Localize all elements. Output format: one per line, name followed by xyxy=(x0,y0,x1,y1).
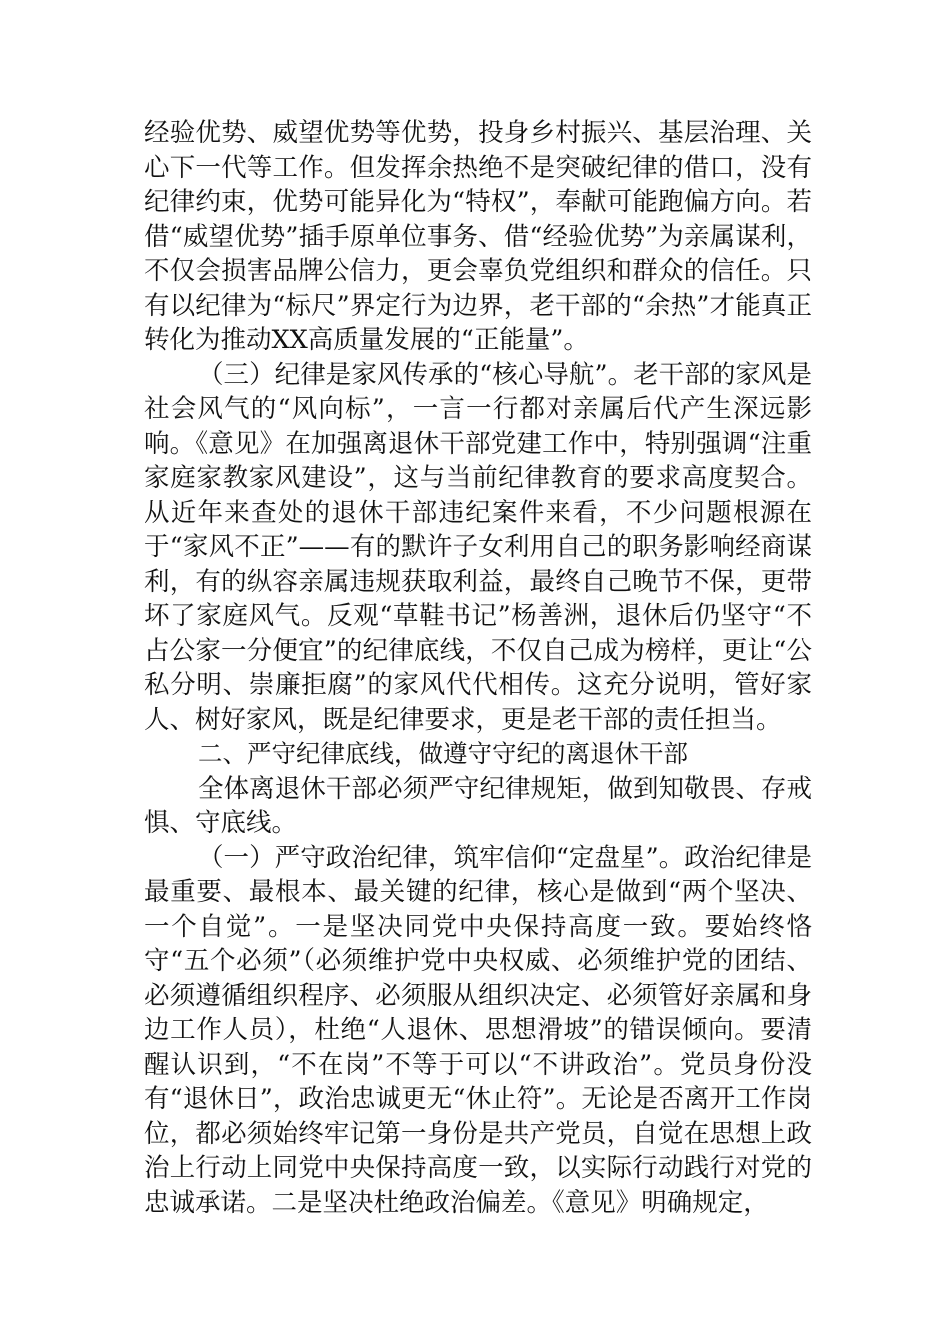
paragraph-section-three: （三）纪律是家风传承的“核心导航”。老干部的家风是社会风气的“风向标”，一言一行都对亲属后代产生深远影响。《意见》在加强离退休干部党建工作中，特别强调“注重家庭家教家风建设”，这与当前纪律教育的要求高度契合。从近年来查处的退休干部违纪案件来看，不少问题根源在于“家风不正”——有的默许子女利用自己的职务影响经商谋利，有的纵容亲属违规获取利益，最终自己晚节不保，更带坏了家庭风气。反观“草鞋书记”杨善洲，退休后仍坚守“不占公家一分便宜”的纪律底线，不仅自己成为榜样，更让“公私分明、崇廉拒腐”的家风代代相传。这充分说明，管好家人、树好家风，既是纪律要求，更是老干部的责任担当。 xyxy=(144,359,812,735)
paragraph-continuation: 经验优势、威望优势等优势，投身乡村振兴、基层治理、关心下一代等工作。但发挥余热绝不是突破纪律的借口，没有纪律约束，优势可能异化为“特权”，奉献可能跑偏方向。若借“威望优势”插手原单位事务、借“经验优势”为亲属谋利，不仅会损害品牌公信力，更会辜负党组织和群众的信任。只有以纪律为“标尺”界定行为边界，老干部的“余热”才能真正转化为推动XX高质量发展的“正能量”。 xyxy=(144,118,812,355)
paragraph-intro: 全体离退休干部必须严守纪律规矩，做到知敬畏、存戒惧、守底线。 xyxy=(144,773,812,838)
paragraph-subsection-one: （一）严守政治纪律，筑牢信仰“定盘星”。政治纪律是最重要、最根本、最关键的纪律，核心是做到“两个坚决、一个自觉”。一是坚决同党中央保持高度一致。要始终恪守“五个必须”（必须维护党中央权威、必须维护党的团结、必须遵循组织程序、必须服从组织决定、必须管好亲属和身边工作人员），杜绝“人退休、思想滑坡”的错误倾向。要清醒认识到，“不在岗”不等于可以“不讲政治”。党员身份没有“退休日”，政治忠诚更无“休止符”。无论是否离开工作岗位，都必须始终牢记第一身份是共产党员，自觉在思想上政治上行动上同党中央保持高度一致，以实际行动践行对党的忠诚承诺。二是坚决杜绝政治偏差。《意见》明确规定， xyxy=(144,842,812,1218)
section-heading-two: 二、严守纪律底线，做遵守守纪的离退休干部 xyxy=(198,739,688,768)
